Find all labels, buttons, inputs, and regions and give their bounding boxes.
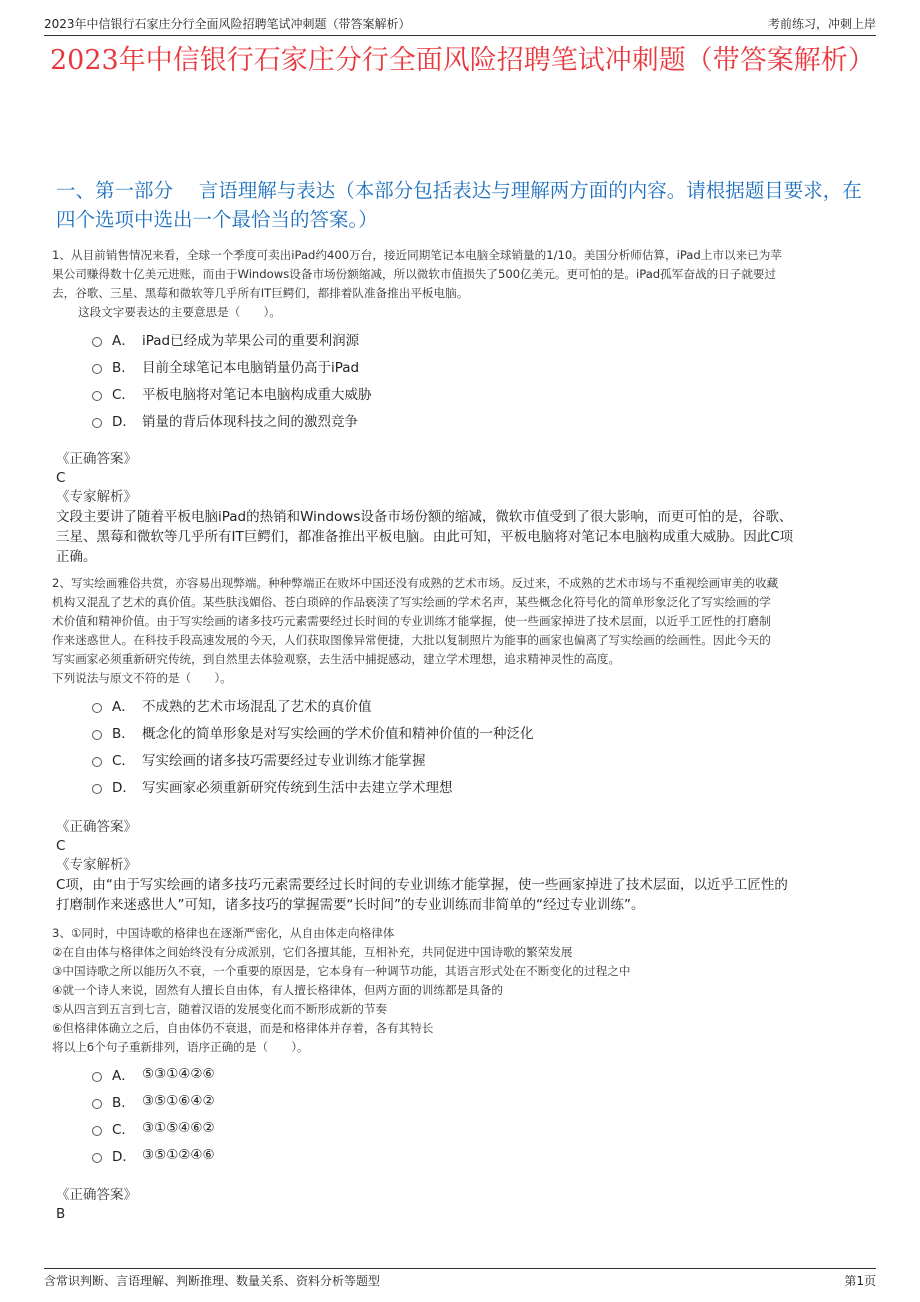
q1-option-b[interactable]: B． 目前全球笔记本电脑销量仍高于iPad bbox=[92, 352, 870, 379]
radio-icon[interactable] bbox=[92, 1099, 102, 1109]
q2-question: 下列说法与原文不符的是（ ）。 bbox=[52, 671, 232, 685]
radio-icon[interactable] bbox=[92, 703, 102, 713]
q2-line: 作来迷惑世人。在科技手段高速发展的今天，人们获取图像异常便捷，大批以复制照片为能事的画家也偏离了写实绘画的绘画性。因此今天的 bbox=[52, 633, 771, 647]
q1-option-a[interactable]: A． iPad已经成为苹果公司的重要利润源 bbox=[92, 325, 870, 352]
question-1-answer bbox=[56, 450, 870, 567]
q3-line: 3、①同时，中国诗歌的格律也在逐渐严密化，从自由体走向格律体 bbox=[52, 926, 395, 940]
analysis-line: C项，由“由于写实绘画的诸多技巧元素需要经过长时间的专业训练才能掌握，使一些画家掉进了技术层面，以近乎工匠性的 bbox=[56, 877, 788, 893]
analysis-line: 正确。 bbox=[56, 549, 97, 565]
radio-icon[interactable] bbox=[92, 1126, 102, 1136]
page-footer bbox=[44, 1268, 876, 1291]
q3-line: ③中国诗歌之所以能历久不衰，一个重要的原因是，它本身有一种调节功能，其语言形式处在不断变化的过程之中 bbox=[52, 964, 631, 978]
q3-line: ⑤从四言到五言到七言，随着汉语的发展变化而不断形成新的节奏 bbox=[52, 1002, 388, 1016]
q3-line: ②在自由体与格律体之间始终没有分成派别，它们各擅其能，互相补充，共同促进中国诗歌的繁荣发展 bbox=[52, 945, 573, 959]
header-doc-title: 2023年中信银行石家庄分行全面风险招聘笔试冲刺题（带答案解析） bbox=[44, 17, 411, 31]
q1-line: 果公司赚得数十亿美元进账，而由于Windows设备市场份额缩减，所以微软市值损失了500亿美元。更可怕的是。iPad孤军奋战的日子就要过 bbox=[52, 267, 777, 281]
answer-value: C bbox=[56, 470, 66, 486]
q3-option-c[interactable]: C． ③①⑤④⑥② bbox=[92, 1114, 870, 1141]
q1-question: 这段文字要表达的主要意思是（ ）。 bbox=[78, 305, 281, 319]
question-2-answer bbox=[56, 818, 870, 915]
footer-note: 含常识判断、言语理解、判断推理、数量关系、资料分析等题型 bbox=[44, 1273, 381, 1288]
answer-label: 《正确答案》 bbox=[56, 1187, 137, 1203]
page-header bbox=[44, 10, 876, 36]
q3-option-a[interactable]: A． ⑤③①④②⑥ bbox=[92, 1060, 870, 1087]
question-2-options bbox=[92, 691, 870, 799]
q2-line: 术价值和精神价值。由于写实绘画的诸多技巧元素需要经过长时间的专业训练才能掌握，使一些画家掉进了技术层面，以近乎工匠性的打磨制 bbox=[52, 614, 771, 628]
q3-line: ⑥但格律体确立之后，自由体仍不衰退，而是和格律体并存着，各有其特长 bbox=[52, 1021, 434, 1035]
q1-line: 1、从目前销售情况来看，全球一个季度可卖出iPad约400万台，接近同期笔记本电脑全球销量的1/10。美国分析师估算，iPad上市以来已为苹 bbox=[52, 248, 782, 262]
q2-option-b[interactable]: B． 概念化的简单形象是对写实绘画的学术价值和精神价值的一种泛化 bbox=[92, 718, 870, 745]
analysis-line: 打磨制作来迷惑世人”可知，诸多技巧的掌握需要“长时间”的专业训练而非简单的“经过专业训练”。 bbox=[56, 897, 645, 913]
question-1-options bbox=[92, 325, 870, 433]
radio-icon[interactable] bbox=[92, 757, 102, 767]
answer-label: 《正确答案》 bbox=[56, 819, 137, 835]
document-title: 2023年中信银行石家庄分行全面风险招聘笔试冲刺题（带答案解析） bbox=[50, 45, 875, 76]
analysis-label: 《专家解析》 bbox=[56, 857, 137, 873]
page-number: 第1页 bbox=[844, 1273, 876, 1288]
analysis-label: 《专家解析》 bbox=[56, 489, 137, 505]
radio-icon[interactable] bbox=[92, 1072, 102, 1082]
q3-option-b[interactable]: B． ③⑤①⑥④② bbox=[92, 1087, 870, 1114]
analysis-line: 文段主要讲了随着平板电脑iPad的热销和Windows设备市场份额的缩减，微软市值受到了很大影响，而更可怕的是，谷歌、 bbox=[56, 509, 793, 525]
question-1-stem bbox=[52, 246, 870, 322]
q1-line: 去，谷歌、三星、黑莓和微软等几乎所有IT巨鳄们，都排着队准备推出平板电脑。 bbox=[52, 286, 469, 300]
section-heading: 一、第一部分 言语理解与表达（本部分包括表达与理解两方面的内容。请根据题目要求，在四个选项中选出一个最恰当的答案。） bbox=[56, 179, 862, 231]
q3-line: ④就一个诗人来说，固然有人擅长自由体，有人擅长格律体，但两方面的训练都是具备的 bbox=[52, 983, 503, 997]
radio-icon[interactable] bbox=[92, 1153, 102, 1163]
q2-option-c[interactable]: C． 写实绘画的诸多技巧需要经过专业训练才能掌握 bbox=[92, 745, 870, 772]
answer-value: B bbox=[56, 1206, 66, 1222]
q2-option-a[interactable]: A． 不成熟的艺术市场混乱了艺术的真价值 bbox=[92, 691, 870, 718]
header-slogan: 考前练习，冲刺上岸 bbox=[767, 17, 876, 31]
question-3-answer bbox=[56, 1186, 870, 1224]
radio-icon[interactable] bbox=[92, 730, 102, 740]
q3-question: 将以上6个句子重新排列，语序正确的是（ ）。 bbox=[52, 1040, 309, 1054]
q1-option-c[interactable]: C． 平板电脑将对笔记本电脑构成重大威胁 bbox=[92, 379, 870, 406]
q2-line: 写实画家必须重新研究传统，到自然里去体验观察，去生活中捕捉感动，建立学术理想，追求精神灵性的高度。 bbox=[52, 652, 621, 666]
radio-icon[interactable] bbox=[92, 337, 102, 347]
q2-line: 机构又混乱了艺术的真价值。某些肤浅媚俗、苍白琐碎的作品亵渎了写实绘画的学术名声，某些概念化符号化的简单形象泛化了写实绘画的学 bbox=[52, 595, 771, 609]
radio-icon[interactable] bbox=[92, 391, 102, 401]
q2-line: 2、写实绘画雅俗共赏，亦容易出现弊端。种种弊端正在败坏中国还没有成熟的艺术市场。反过来，不成熟的艺术市场与不重视绘画审美的收藏 bbox=[52, 576, 779, 590]
radio-icon[interactable] bbox=[92, 784, 102, 794]
radio-icon[interactable] bbox=[92, 364, 102, 374]
question-3-stem bbox=[52, 924, 870, 1057]
question-3-options bbox=[92, 1060, 870, 1168]
q1-option-d[interactable]: D． 销量的背后体现科技之间的激烈竞争 bbox=[92, 406, 870, 433]
analysis-line: 三星、黑莓和微软等几乎所有IT巨鳄们，都准备推出平板电脑。由此可知，平板电脑将对笔记本电脑构成重大威胁。因此C项 bbox=[56, 529, 794, 545]
question-2-stem bbox=[52, 574, 870, 688]
radio-icon[interactable] bbox=[92, 418, 102, 428]
answer-value: C bbox=[56, 838, 66, 854]
q2-option-d[interactable]: D． 写实画家必须重新研究传统到生活中去建立学术理想 bbox=[92, 772, 870, 799]
answer-label: 《正确答案》 bbox=[56, 451, 137, 467]
q3-option-d[interactable]: D． ③⑤①②④⑥ bbox=[92, 1141, 870, 1168]
